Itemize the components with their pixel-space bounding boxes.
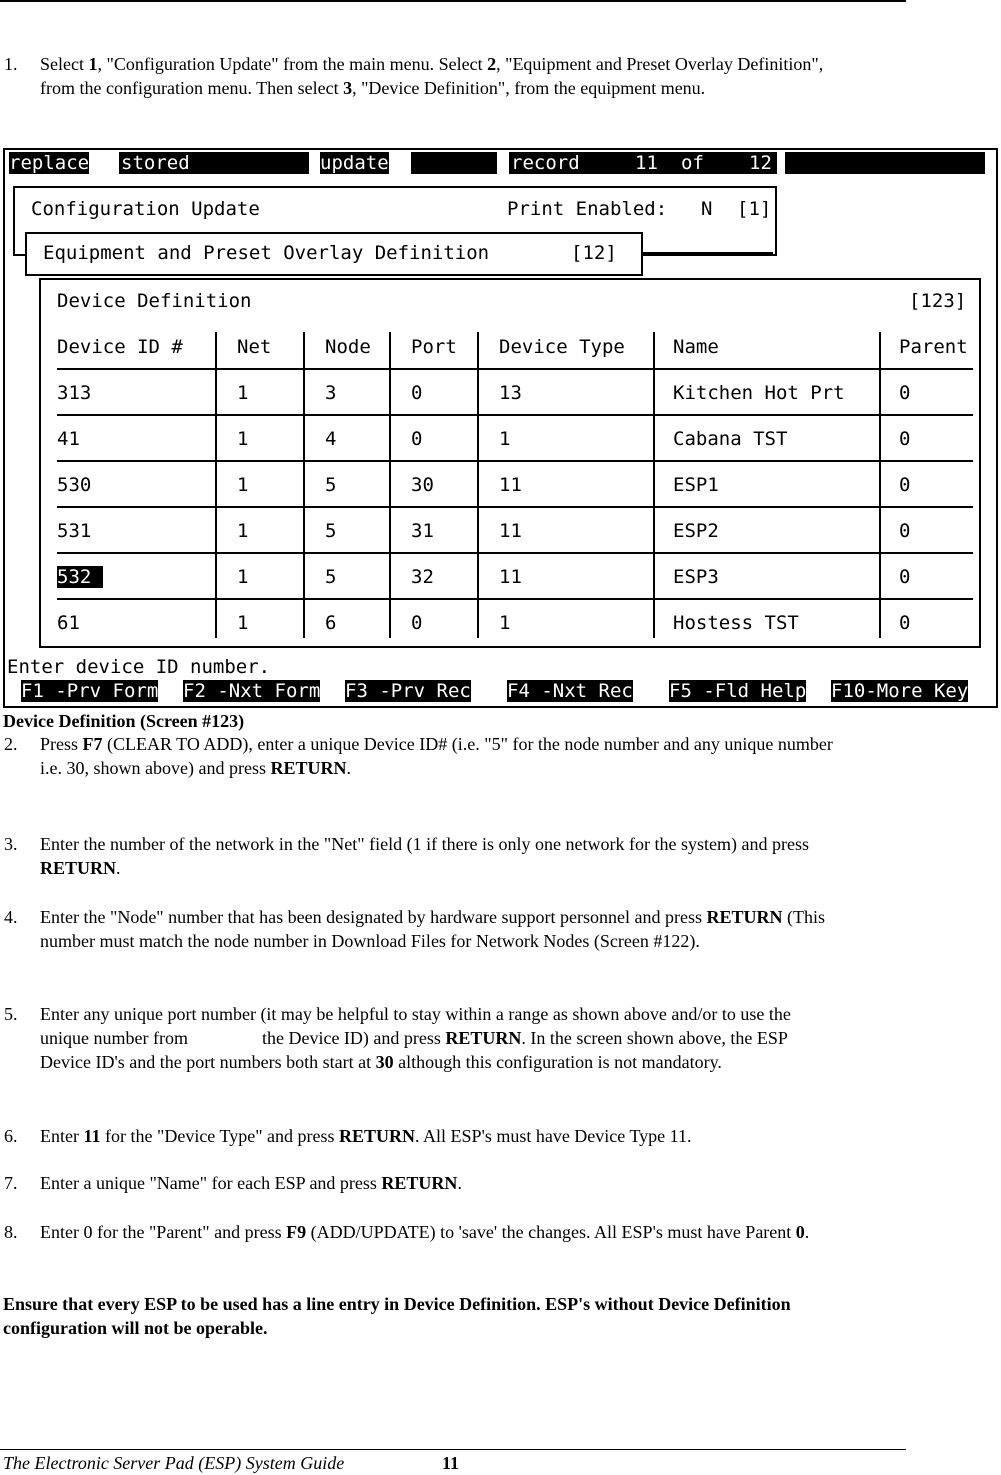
step-text: Press F7 (CLEAR TO ADD), enter a unique Device ID# (i.e. "5" for the node number and any unique number i.e. 30, shown above) and press RETURN. [40,734,833,778]
step-text: Enter the number of the network in the "Net" field (1 if there is only one network for the system) and press RETURN. [40,834,809,878]
device-definition-window [39,278,981,648]
step-number: 1. [4,54,18,74]
status-block [785,152,985,174]
table-cell: 11 [499,566,522,588]
prompt-text: Enter device ID number. [7,656,271,678]
column-header: Name [673,336,719,358]
table-cell: 11 [499,474,522,496]
table-cell: 0 [899,520,911,542]
footer-title: The Electronic Server Pad (ESP) System Guide [3,1453,345,1473]
page-number: 11 [442,1453,460,1473]
table-cell: 0 [411,382,423,404]
step-number: 3. [4,834,18,854]
function-key-1[interactable]: F1 -Prv Form [21,680,159,702]
step-number: 5. [4,1004,18,1024]
step-text: Enter a unique "Name" for each ESP and press RETURN. [40,1173,462,1193]
footer-rule [0,1449,906,1450]
table-cell: 30 [411,474,434,496]
device-window-title: Device Definition [57,290,252,312]
table-cell: 1 [499,428,511,450]
step-text: Enter the "Node" number that has been designated by hardware support personnel and press RETURN (This number must match the node number in Download Files for Network Nodes (Screen #122). [40,907,826,951]
row-divider [57,460,973,462]
warning-note: Ensure that every ESP to be used has a line entry in Device Definition. ESP's without Device Definition configuration will not be operable. [3,1294,791,1338]
table-cell: 0 [899,474,911,496]
screen-caption: Device Definition (Screen #123) [3,711,245,731]
row-divider [57,598,973,600]
update-mode: update [320,152,389,174]
step-number: 2. [4,734,18,754]
table-cell: 0 [411,612,423,634]
table-cell: 1 [237,612,249,634]
function-key-5[interactable]: F5 -Fld Help [669,680,807,702]
function-key-3[interactable]: F3 -Prv Rec [345,680,471,702]
table-cell: ESP3 [673,566,719,588]
table-cell: 11 [499,520,522,542]
step-number: 8. [4,1222,18,1242]
step-text: Enter 11 for the "Device Type" and press RETURN. All ESP's must have Device Type 11. [40,1126,692,1146]
table-cell: 32 [411,566,434,588]
table-cell: 41 [57,428,80,450]
row-divider [57,368,973,370]
column-header: Node [325,336,371,358]
table-cell: 61 [57,612,80,634]
terminal-screenshot [3,148,998,708]
table-cell: 1 [499,612,511,634]
column-header: Net [237,336,272,358]
table-cell: 0 [899,612,911,634]
table-cell: 531 [57,520,92,542]
table-cell: 6 [325,612,337,634]
device-window-code: [123] [909,290,967,312]
table-cell: 5 [325,520,337,542]
step-text: Select 1, "Configuration Update" from the main menu. Select 2, "Equipment and Preset Overlay Definition", from the configuration menu. Then select 3, "Device Definition", from the equipment menu. [40,54,824,98]
status-block [411,152,497,174]
top-rule [0,0,906,2]
row-divider [57,506,973,508]
row-divider [57,552,973,554]
table-cell: 3 [325,382,337,404]
function-key-4[interactable]: F4 -Nxt Rec [507,680,633,702]
column-separator [389,332,391,638]
window-line [641,252,773,254]
table-cell: Kitchen Hot Prt [673,382,845,404]
column-header: Device Type [499,336,625,358]
table-cell: 313 [57,382,92,404]
table-cell: 1 [237,428,249,450]
row-divider [57,414,973,416]
table-cell: ESP2 [673,520,719,542]
function-key-6[interactable]: F10-More Key [831,680,969,702]
step-number: 6. [4,1126,18,1146]
step-text: Enter any unique port number (it may be helpful to stay within a range as shown above and/or to use the unique number from the Device ID) and press RETURN. In the screen shown above, the ESP Device ID's and the port numbers both start at 30 although this configuration is not mandatory. [40,1004,791,1072]
step-number: 7. [4,1173,18,1193]
table-cell: 31 [411,520,434,542]
table-cell: 5 [325,566,337,588]
column-header: Parent [899,336,968,358]
table-cell: Cabana TST [673,428,788,450]
table-cell: 1 [237,382,249,404]
column-header: Port [411,336,457,358]
function-key-2[interactable]: F2 -Nxt Form [183,680,321,702]
table-cell: 0 [899,566,911,588]
column-separator [215,332,217,638]
table-cell: ESP1 [673,474,719,496]
column-separator [477,332,479,638]
stored-field: stored [119,152,309,174]
table-cell: 1 [237,566,249,588]
column-separator [653,332,655,638]
column-separator [303,332,305,638]
table-cell: Hostess TST [673,612,799,634]
table-cell: 4 [325,428,337,450]
record-indicator: record 11 of 12 [509,152,777,174]
table-cell: 13 [499,382,522,404]
step-text: Enter 0 for the "Parent" and press F9 (ADD/UPDATE) to 'save' the changes. All ESP's must have Parent 0. [40,1222,810,1242]
table-cell: 0 [411,428,423,450]
column-header: Device ID # [57,336,183,358]
column-separator [879,332,881,638]
table-cell: 0 [899,428,911,450]
step-number: 4. [4,907,18,927]
table-cell: 5 [325,474,337,496]
device-id-input[interactable]: 532 [57,566,103,588]
table-cell: 1 [237,474,249,496]
table-cell: 0 [899,382,911,404]
replace-mode: replace [9,152,90,174]
table-cell: 530 [57,474,92,496]
equipment-window: Equipment and Preset Overlay Definition [12] [25,232,643,276]
config-window: Configuration Update Print Enabled: N [1] [13,186,777,256]
table-cell: 1 [237,520,249,542]
